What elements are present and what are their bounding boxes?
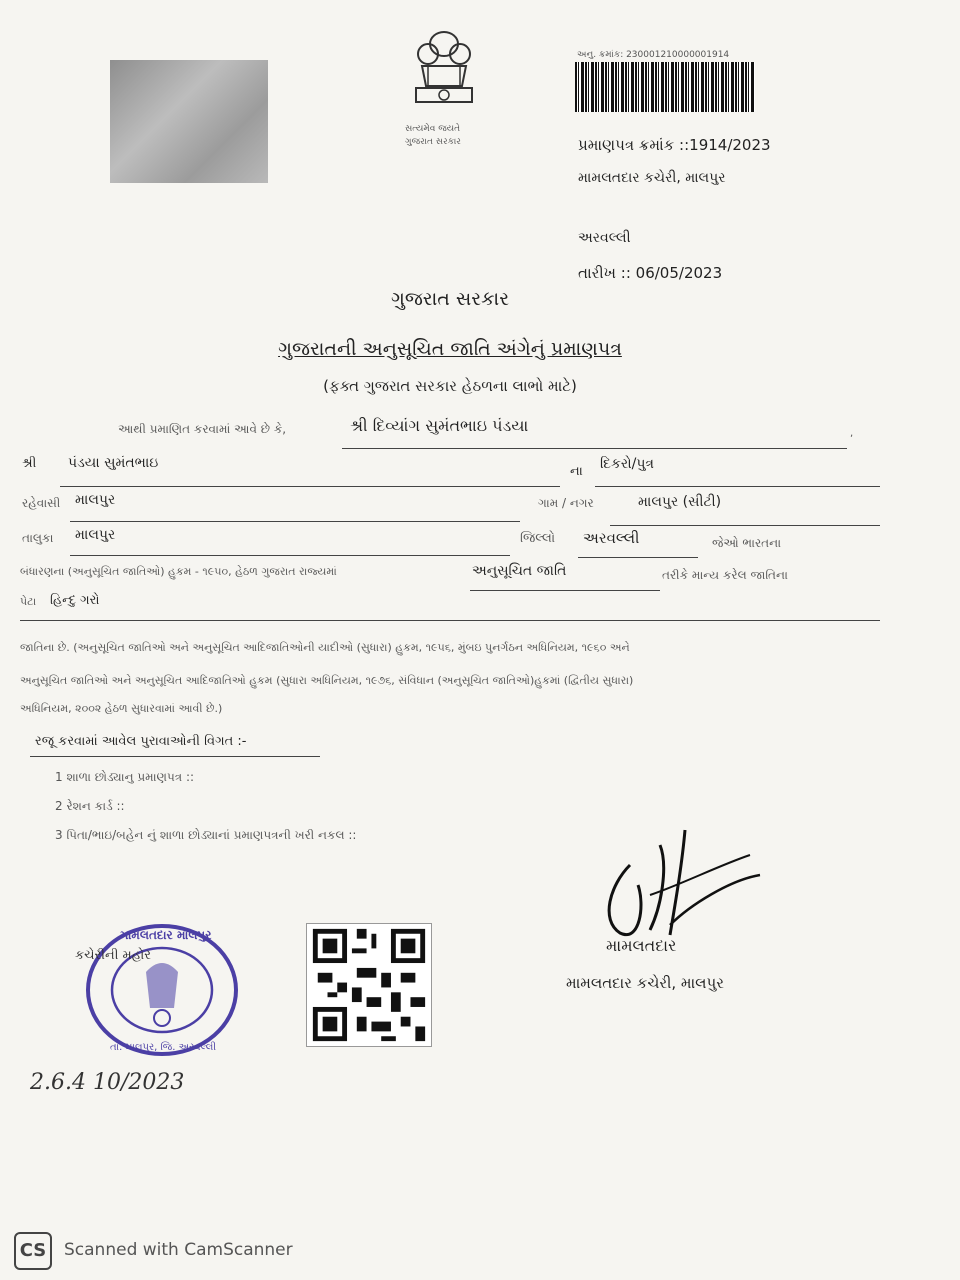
signatory-title: મામલતદાર bbox=[606, 936, 677, 955]
resident-underline bbox=[70, 521, 520, 522]
certificate-number-row bbox=[578, 136, 771, 154]
evidence-underline bbox=[30, 756, 320, 757]
certify-text: આથી પ્રમાણિત કરવામાં આવે છે કે, bbox=[118, 422, 287, 436]
na-label: ના bbox=[570, 464, 583, 479]
applicant-name: શ્રી દિવ્યાંગ સુમંતભાઇ પંડયા bbox=[350, 416, 529, 435]
signatory-office: મામલતદાર કચેરી, માલપુર bbox=[566, 974, 724, 992]
evidence-item-2: 2 રેશન કાર્ડ :: bbox=[55, 799, 125, 813]
father-name: પંડયા સુમંતભાઇ bbox=[68, 455, 159, 471]
subcaste-label: પેટા bbox=[20, 595, 37, 608]
constitution-text: બંધારણના (અનુસૂચિત જાતિઓ) હુકમ - ૧૯૫૦, હેઠળ ગુજરાત રાજ્યમાં bbox=[20, 565, 337, 578]
recognized-text: તરીકે માન્ય કરેલ જાતિના bbox=[662, 568, 788, 582]
issue-date-row bbox=[578, 264, 722, 282]
emblem-caption-1: સત્યમેવ જયતે bbox=[405, 124, 461, 134]
camscanner-logo: CS bbox=[14, 1232, 52, 1270]
india-text: જેઓ ભારતના bbox=[712, 536, 782, 550]
district-value: અરવલ્લી bbox=[583, 529, 640, 547]
resident-value: માલપુર bbox=[75, 492, 116, 508]
evidence-item-1: 1 શાળા છોડ્યાનુ પ્રમાણપત્ર :: bbox=[55, 770, 195, 784]
relation-value: દિકરો/પુત્ર bbox=[600, 456, 655, 472]
father-underline bbox=[60, 486, 560, 487]
certificate-number-label: પ્રમાણપત્ર ક્રમાંક bbox=[578, 136, 675, 154]
taluka-underline bbox=[70, 555, 510, 556]
taluka-label: તાલુકા bbox=[22, 531, 54, 545]
subcaste-underline bbox=[20, 620, 880, 621]
scanned-with-text: Scanned with CamScanner bbox=[64, 1240, 293, 1260]
caste-underline bbox=[470, 590, 660, 591]
comma-mark: , bbox=[850, 428, 854, 439]
stamp-text-inner: કચેરીની મહોર bbox=[75, 948, 151, 963]
barcode-number: અનુ. ક્રમાંક: 230001210000001914 bbox=[577, 50, 730, 60]
applicant-photo bbox=[110, 60, 268, 183]
emblem-caption-2: ગુજરાત સરકાર bbox=[405, 137, 461, 147]
village-label: ગામ / નગર bbox=[538, 496, 594, 510]
certificate-subheading: (ફક્ત ગુજરાત સરકાર હેઠળના લાભો માટે) bbox=[323, 377, 577, 395]
evidence-item-3: 3 પિતા/ભાઇ/બહેન નું શાળા છોડ્યાનાં પ્રમાણપત્રની ખરી નકલ :: bbox=[55, 828, 357, 842]
resident-label: રહેવાસી bbox=[22, 496, 61, 510]
stamp-text-bottom: તા. માલપુર, જિ. અરવલ્લી bbox=[110, 1042, 217, 1053]
caste-value: અનુસૂચિત જાતિ bbox=[472, 563, 567, 579]
barcode bbox=[575, 62, 755, 112]
issue-date-value: 06/05/2023 bbox=[635, 264, 723, 282]
evidence-heading: રજૂ કરવામાં આવેલ પુરાવાઓની વિગત :- bbox=[35, 734, 247, 749]
handwritten-date: 2.6.4 10/2023 bbox=[30, 1070, 185, 1095]
taluka-value: માલપુર bbox=[75, 527, 116, 543]
paragraph-line-2: અનુસૂચિત જાતિઓ અને અનુસૂચિત આદિજાતિઓ હુકમ (સુધારા અધિનિયમ, ૧૯૭૬, સંવિધાન (અનુસૂચિત જાતિઓ)હુકમાં (દ્વિતીય સુધારા) bbox=[20, 674, 634, 687]
certificate-number-value: ::1914/2023 bbox=[679, 136, 771, 154]
shri-label: શ્રી bbox=[22, 456, 37, 471]
issue-date-label: તારીખ :: bbox=[578, 264, 631, 282]
certificate-heading: ગુજરાતની અનુસૂચિત જાતિ અંગેનું પ્રમાણપત્ર bbox=[278, 338, 622, 360]
issuing-office: મામલતદાર કચેરી, માલપુર bbox=[578, 170, 726, 186]
district-underline bbox=[578, 557, 698, 558]
qr-code-icon bbox=[306, 923, 432, 1047]
village-underline bbox=[610, 525, 880, 526]
issuing-district: અરવલ્લી bbox=[578, 230, 631, 246]
village-value: માલપુર (સીટી) bbox=[638, 494, 722, 510]
government-title: ગુજરાત સરકાર bbox=[390, 288, 510, 310]
stamp-text-top: મામલતદાર માલપુર bbox=[120, 928, 212, 942]
national-emblem-icon bbox=[398, 26, 490, 122]
paragraph-line-1: જાતિના છે. (અનુસૂચિત જાતિઓ અને અનુસૂચિત આદિજાતિઓની યાદીઓ (સુધારા) હુકમ, ૧૯૫૬, મુંબઇ પુનર્ગઠન અધિનિયમ, ૧૯૬૦ અને bbox=[20, 641, 630, 654]
signature-icon bbox=[590, 825, 770, 945]
name-underline bbox=[342, 448, 847, 449]
paragraph-line-3: અધિનિયમ, ૨૦૦૨ હેઠળ સુધારવામાં આવી છે.) bbox=[20, 702, 223, 715]
district-label: જિલ્લો bbox=[520, 531, 556, 546]
subcaste-value: હિન્દુ ગરો bbox=[50, 593, 100, 608]
relation-underline bbox=[595, 486, 880, 487]
